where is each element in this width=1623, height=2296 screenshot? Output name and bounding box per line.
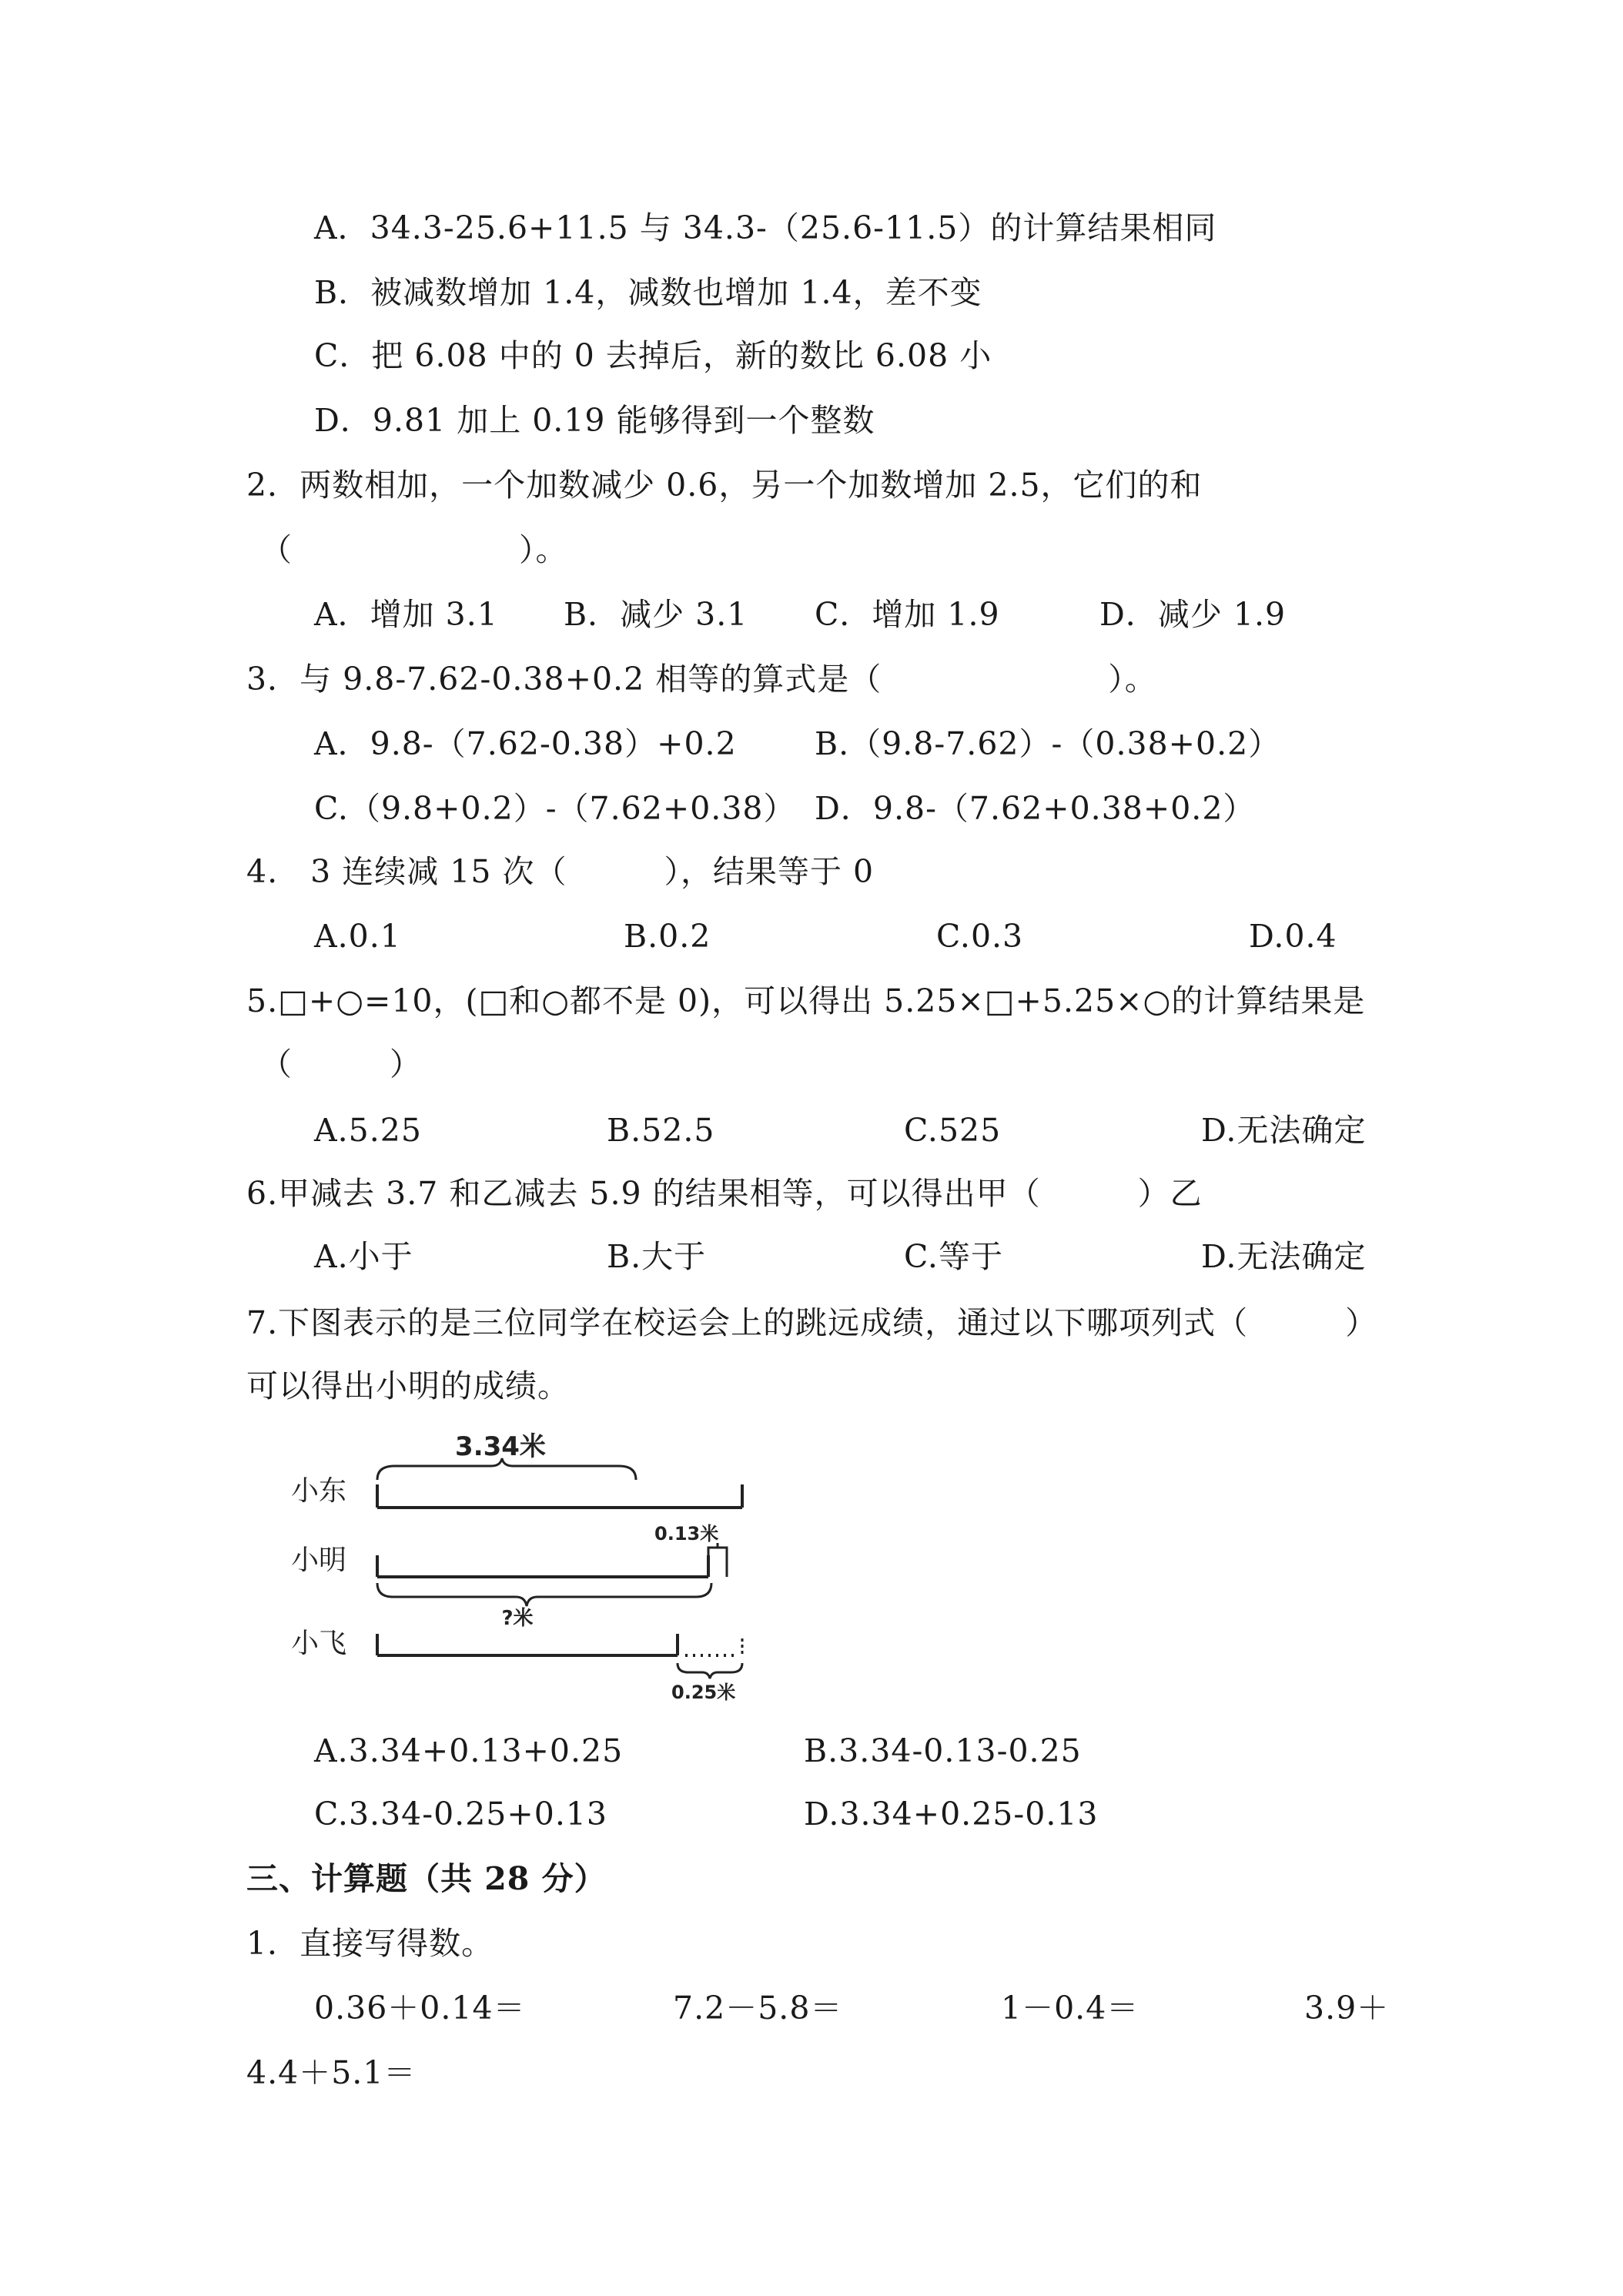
q3-option-d: D．9.8-（7.62+0.38+0.2） — [815, 790, 1256, 827]
q1-option-b: B．被减数增加 1.4，减数也增加 1.4，差不变 — [314, 274, 982, 311]
q5-blank: （ ） — [260, 1046, 422, 1083]
q7-option-a: A.3.34+0.13+0.25 — [314, 1732, 624, 1769]
diagram-label-013: 0.13米 — [654, 1523, 719, 1545]
q5-stem: 5.□+○=10，(□和○都不是 0)，可以得出 5.25×□+5.25×○的计算结果是 — [246, 982, 1366, 1019]
q1-option-a: A．34.3-25.6+11.5 与 34.3-（25.6-11.5）的计算结果相同 — [314, 209, 1217, 246]
q2-blank: （ ）。 — [260, 531, 568, 568]
q7-stem: 7.下图表示的是三位同学在校运会上的跳远成绩，通过以下哪项列式（ ） — [246, 1304, 1378, 1341]
calc-item-4: 3.9＋ — [1304, 1990, 1390, 2027]
brace-025 — [678, 1663, 742, 1678]
diagram-name-xiaoming: 小明 — [291, 1545, 347, 1576]
q4-option-c: C.0.3 — [936, 918, 1024, 955]
calc-item-2: 7.2－5.8＝ — [673, 1990, 843, 2027]
q1-option-c: C．把 6.08 中的 0 去掉后，新的数比 6.08 小 — [314, 337, 992, 374]
q7-stem-continued: 可以得出小明的成绩。 — [246, 1367, 570, 1404]
section-3-title: 三、计算题（共 28 分） — [246, 1860, 607, 1897]
q6-option-d: D.无法确定 — [1201, 1238, 1367, 1275]
q3-option-b: B.（9.8-7.62）-（0.38+0.2） — [815, 725, 1281, 762]
lower-brace — [377, 1583, 711, 1606]
calc-item-4-wrap: 4.4＋5.1＝ — [246, 2054, 417, 2091]
q3-option-c: C.（9.8+0.2）-（7.62+0.38） — [314, 790, 796, 827]
diagram-name-xiaofei: 小飞 — [291, 1628, 347, 1659]
q7-option-d: D.3.34+0.25-0.13 — [804, 1796, 1099, 1832]
calc-item-3: 1－0.4＝ — [1001, 1990, 1139, 2027]
q2-stem: 2．两数相加，一个加数减少 0.6，另一个加数增加 2.5，它们的和 — [246, 467, 1203, 504]
calc-item-1: 0.36＋0.14＝ — [314, 1990, 526, 2027]
diagram-total-label: 3.34米 — [455, 1432, 546, 1462]
q2-option-a: A．增加 3.1 — [314, 596, 498, 633]
diagram-name-xiaodong: 小东 — [291, 1475, 347, 1507]
q5-option-d: D.无法确定 — [1201, 1112, 1367, 1149]
q6-option-b: B.大于 — [607, 1238, 707, 1275]
q3-stem: 3．与 9.8-7.62-0.38+0.2 相等的算式是（ ）。 — [246, 661, 1157, 698]
q6-stem: 6.甲减去 3.7 和乙减去 5.9 的结果相等，可以得出甲（ ）乙 — [246, 1175, 1203, 1212]
diagram-label-unknown: ?米 — [501, 1607, 534, 1630]
q4-option-b: B.0.2 — [624, 918, 711, 955]
section-3-q1: 1．直接写得数。 — [246, 1925, 494, 1962]
q1-option-d: D．9.81 加上 0.19 能够得到一个整数 — [314, 402, 875, 439]
q5-option-c: C.525 — [904, 1112, 1002, 1149]
q2-option-d: D．减少 1.9 — [1099, 596, 1287, 633]
q4-option-d: D.0.4 — [1249, 918, 1337, 955]
q6-option-c: C.等于 — [904, 1238, 1003, 1275]
q4-option-a: A.0.1 — [314, 918, 401, 955]
q7-option-b: B.3.34-0.13-0.25 — [804, 1732, 1082, 1769]
q2-option-c: C．增加 1.9 — [815, 596, 1000, 633]
long-jump-diagram — [277, 1432, 770, 1709]
q5-option-a: A.5.25 — [314, 1112, 422, 1149]
small-brace-013 — [708, 1548, 727, 1555]
q7-option-c: C.3.34-0.25+0.13 — [314, 1796, 608, 1832]
q4-stem: 4. 3 连续减 15 次（ ），结果等于 0 — [246, 853, 875, 890]
q2-option-b: B．减少 3.1 — [564, 596, 748, 633]
q5-option-b: B.52.5 — [607, 1112, 715, 1149]
q6-option-a: A.小于 — [314, 1238, 413, 1275]
q3-option-a: A．9.8-（7.62-0.38）+0.2 — [314, 725, 737, 762]
diagram-label-025: 0.25米 — [671, 1682, 736, 1703]
